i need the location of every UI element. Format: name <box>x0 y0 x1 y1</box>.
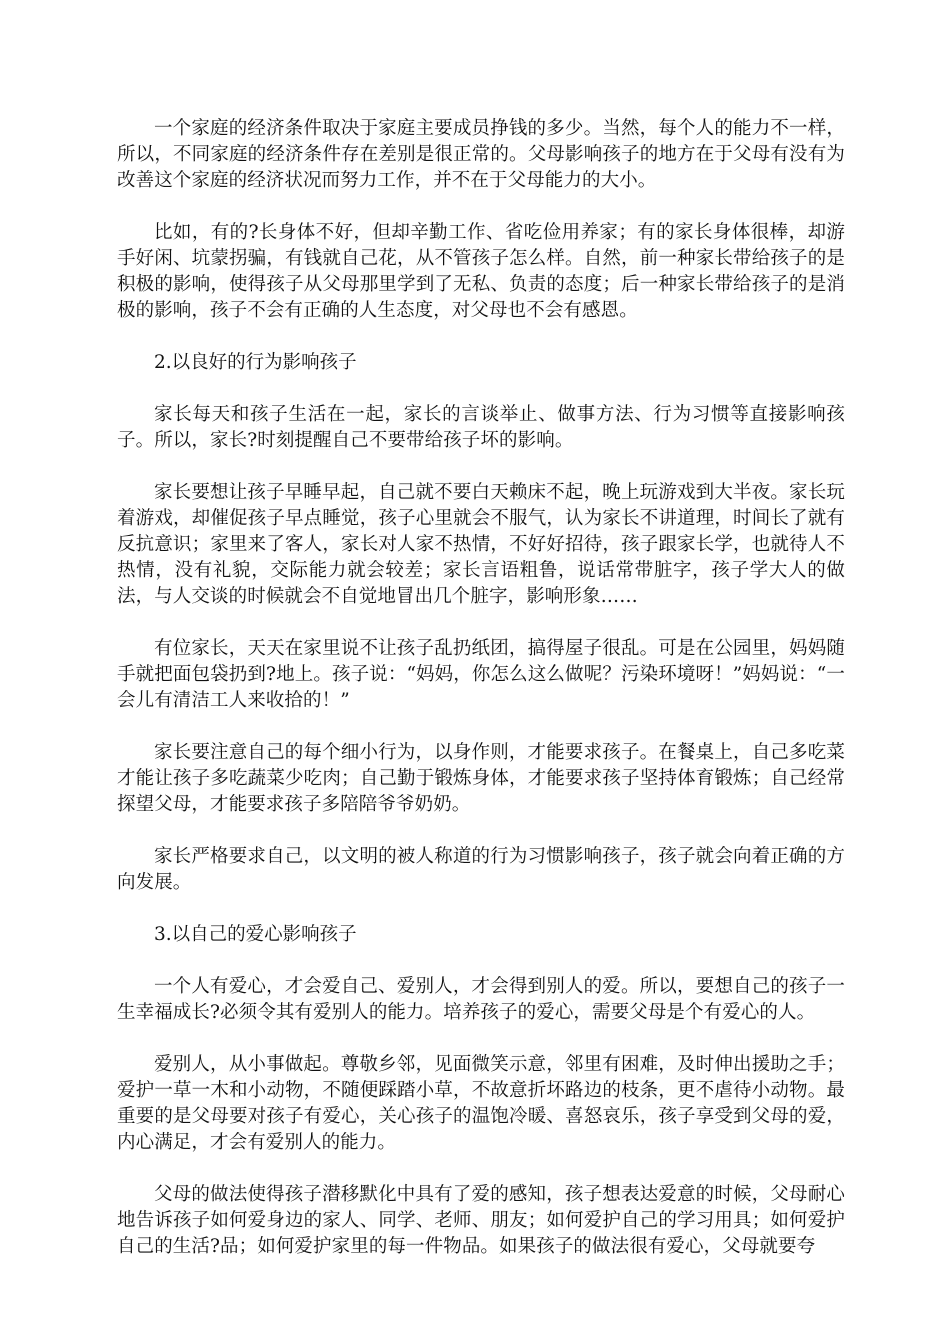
paragraph: 有位家长，天天在家里说不让孩子乱扔纸团，搞得屋子很乱。可是在公园里，妈妈随手就把面包袋扔到?地上。孩子说：“妈妈，你怎么这么做呢？污染环境呀！”妈妈说：“一会儿有清洁工人来收拾的！” <box>117 638 845 711</box>
paragraph: 家长要想让孩子早睡早起，自己就不要白天赖床不起，晚上玩游戏到大半夜。家长玩着游戏，却催促孩子早点睡觉，孩子心里就会不服气，认为家长不讲道理，时间长了就有反抗意识；家里来了客人，家长对人家不热情，不好好招待，孩子跟家长学，也就待人不热情，没有礼貌，交际能力就会较差；家长言语粗鲁，说话常带脏字，孩子学大人的做法，与人交谈的时候就会不自觉地冒出几个脏字，影响形象…… <box>117 482 845 607</box>
section-heading: 3.以自己的爱心影响孩子 <box>154 924 357 945</box>
paragraph: 家长严格要求自己，以文明的被人称道的行为习惯影响孩子，孩子就会向着正确的方向发展。 <box>117 846 845 893</box>
paragraph: 家长每天和孩子生活在一起，家长的言谈举止、做事方法、行为习惯等直接影响孩子。所以，家长?时刻提醒自己不要带给孩子坏的影响。 <box>117 404 845 451</box>
paragraph: 爱别人，从小事做起。尊敬乡邻，见面微笑示意，邻里有困难，及时伸出援助之手；爱护一草一木和小动物，不随便踩踏小草，不故意折坏路边的枝条，更不虐待小动物。最重要的是父母要对孩子有爱心，关心孩子的温饱冷暖、喜怒哀乐，孩子享受到父母的爱，内心满足，才会有爱别人的能力。 <box>117 1054 845 1153</box>
paragraph: 父母的做法使得孩子潜移默化中具有了爱的感知，孩子想表达爱意的时候，父母耐心地告诉孩子如何爱身边的家人、同学、老师、朋友；如何爱护自己的学习用具；如何爱护自己的生活?品；如何爱护家里的每一件物品。如果孩子的做法很有爱心，父母就要夸 <box>117 1184 845 1257</box>
paragraph: 家长要注意自己的每个细小行为，以身作则，才能要求孩子。在餐桌上，自己多吃菜才能让孩子多吃蔬菜少吃肉；自己勤于锻炼身体，才能要求孩子坚持体育锻炼；自己经常探望父母，才能要求孩子多陪陪爷爷奶奶。 <box>117 742 845 815</box>
section-heading: 2.以良好的行为影响孩子 <box>154 352 357 373</box>
paragraph: 一个人有爱心，才会爱自己、爱别人，才会得到别人的爱。所以，要想自己的孩子一生幸福成长?必须令其有爱别人的能力。培养孩子的爱心，需要父母是个有爱心的人。 <box>117 976 845 1023</box>
paragraph: 一个家庭的经济条件取决于家庭主要成员挣钱的多少。当然，每个人的能力不一样，所以，不同家庭的经济条件存在差别是很正常的。父母影响孩子的地方在于父母有没有为改善这个家庭的经济状况而努力工作，并不在于父母能力的大小。 <box>117 118 845 191</box>
document-body <box>117 116 845 1286</box>
paragraph: 比如，有的?长身体不好，但却辛勤工作、省吃俭用养家；有的家长身体很棒，却游手好闲、坑蒙拐骗，有钱就自己花，从不管孩子怎么样。自然，前一种家长带给孩子的是积极的影响，使得孩子从父母那里学到了无私、负责的态度；后一种家长带给孩子的是消极的影响，孩子不会有正确的人生态度，对父母也不会有感恩。 <box>117 222 845 321</box>
